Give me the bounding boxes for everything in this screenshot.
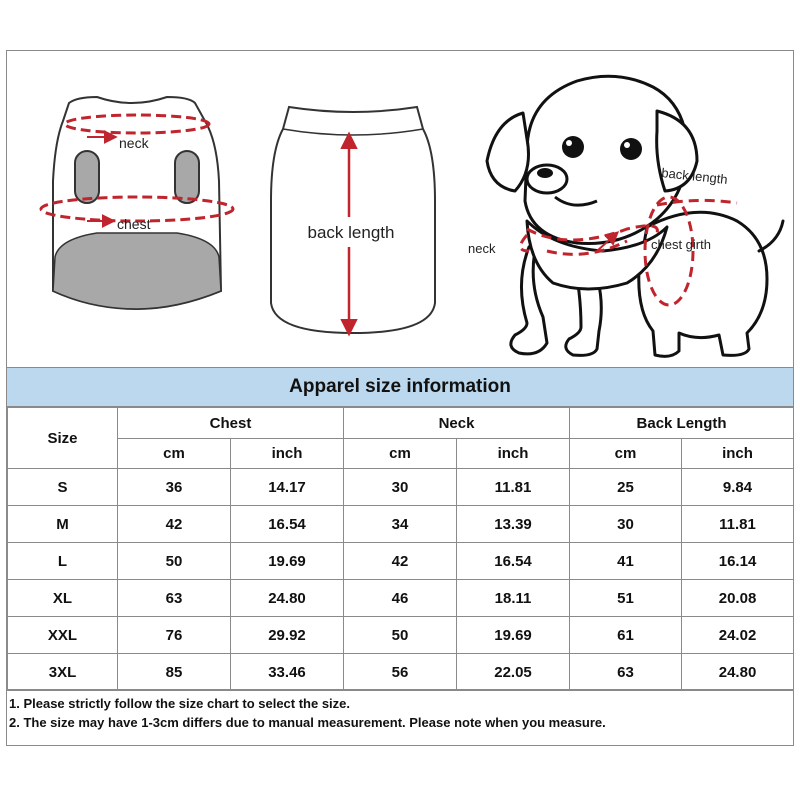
size-table	[7, 407, 794, 691]
group-header-neck: Neck	[344, 408, 570, 439]
table-cell: 42	[118, 506, 231, 543]
table-row	[8, 469, 794, 506]
table-cell: 33.46	[231, 654, 344, 691]
table-cell: 24.80	[231, 580, 344, 617]
table-cell: 46	[344, 580, 457, 617]
size-cell: 3XL	[8, 654, 118, 691]
table-cell: 16.54	[457, 543, 570, 580]
table-cell: 50	[118, 543, 231, 580]
table-cell: 56	[344, 654, 457, 691]
measurement-illustrations	[7, 51, 793, 367]
table-cell: 9.84	[682, 469, 794, 506]
unit-header: inch	[457, 439, 570, 469]
table-cell: 20.08	[682, 580, 794, 617]
table-cell: 50	[344, 617, 457, 654]
table-cell: 24.02	[682, 617, 794, 654]
garment-front-icon	[41, 97, 233, 309]
table-cell: 51	[570, 580, 682, 617]
table-title-bar	[7, 367, 793, 407]
size-cell: XXL	[8, 617, 118, 654]
dog-chest-girth-label: chest girth	[651, 237, 711, 252]
table-cell: 18.11	[457, 580, 570, 617]
table-cell: 19.69	[231, 543, 344, 580]
garment-neck-label: neck	[119, 135, 149, 151]
table-row	[8, 654, 794, 691]
table-cell: 36	[118, 469, 231, 506]
table-cell: 22.05	[457, 654, 570, 691]
note-line: 2. The size may have 1-3cm differs due to manual measurement. Please note when you measure.	[9, 715, 606, 730]
table-cell: 63	[118, 580, 231, 617]
unit-header: cm	[118, 439, 231, 469]
table-row	[8, 617, 794, 654]
table-cell: 14.17	[231, 469, 344, 506]
table-cell: 41	[570, 543, 682, 580]
group-header-chest: Chest	[118, 408, 344, 439]
table-cell: 29.92	[231, 617, 344, 654]
table-cell: 11.81	[682, 506, 794, 543]
table-unit-row	[8, 439, 794, 469]
size-cell: M	[8, 506, 118, 543]
table-cell: 42	[344, 543, 457, 580]
dog-neck-label: neck	[468, 241, 496, 256]
dog-outline-icon	[487, 76, 783, 356]
table-cell: 19.69	[457, 617, 570, 654]
table-cell: 24.80	[682, 654, 794, 691]
table-cell: 13.39	[457, 506, 570, 543]
notes-section	[7, 689, 793, 745]
size-chart-frame	[6, 50, 794, 746]
garment-chest-label: chest	[117, 216, 151, 232]
table-cell: 76	[118, 617, 231, 654]
garment-back-length-label: back length	[307, 223, 395, 242]
table-cell: 85	[118, 654, 231, 691]
table-header-row	[8, 408, 794, 439]
table-cell: 25	[570, 469, 682, 506]
unit-header: inch	[231, 439, 344, 469]
table-row	[8, 543, 794, 580]
table-cell: 61	[570, 617, 682, 654]
unit-header: inch	[682, 439, 794, 469]
table-row	[8, 580, 794, 617]
table-cell: 16.14	[682, 543, 794, 580]
table-title: Apparel size information	[289, 376, 511, 397]
note-line: 1. Please strictly follow the size chart to select the size.	[9, 696, 351, 711]
size-cell: L	[8, 543, 118, 580]
table-cell: 16.54	[231, 506, 344, 543]
table-cell: 30	[570, 506, 682, 543]
table-cell: 34	[344, 506, 457, 543]
group-header-back-length: Back Length	[570, 408, 794, 439]
garment-back-icon	[271, 107, 435, 333]
table-cell: 30	[344, 469, 457, 506]
unit-header: cm	[344, 439, 457, 469]
table-row	[8, 506, 794, 543]
size-cell: S	[8, 469, 118, 506]
size-column-header: Size	[8, 408, 118, 469]
table-cell: 11.81	[457, 469, 570, 506]
unit-header: cm	[570, 439, 682, 469]
table-cell: 63	[570, 654, 682, 691]
dog-back-length-label: back length	[660, 165, 729, 187]
size-cell: XL	[8, 580, 118, 617]
